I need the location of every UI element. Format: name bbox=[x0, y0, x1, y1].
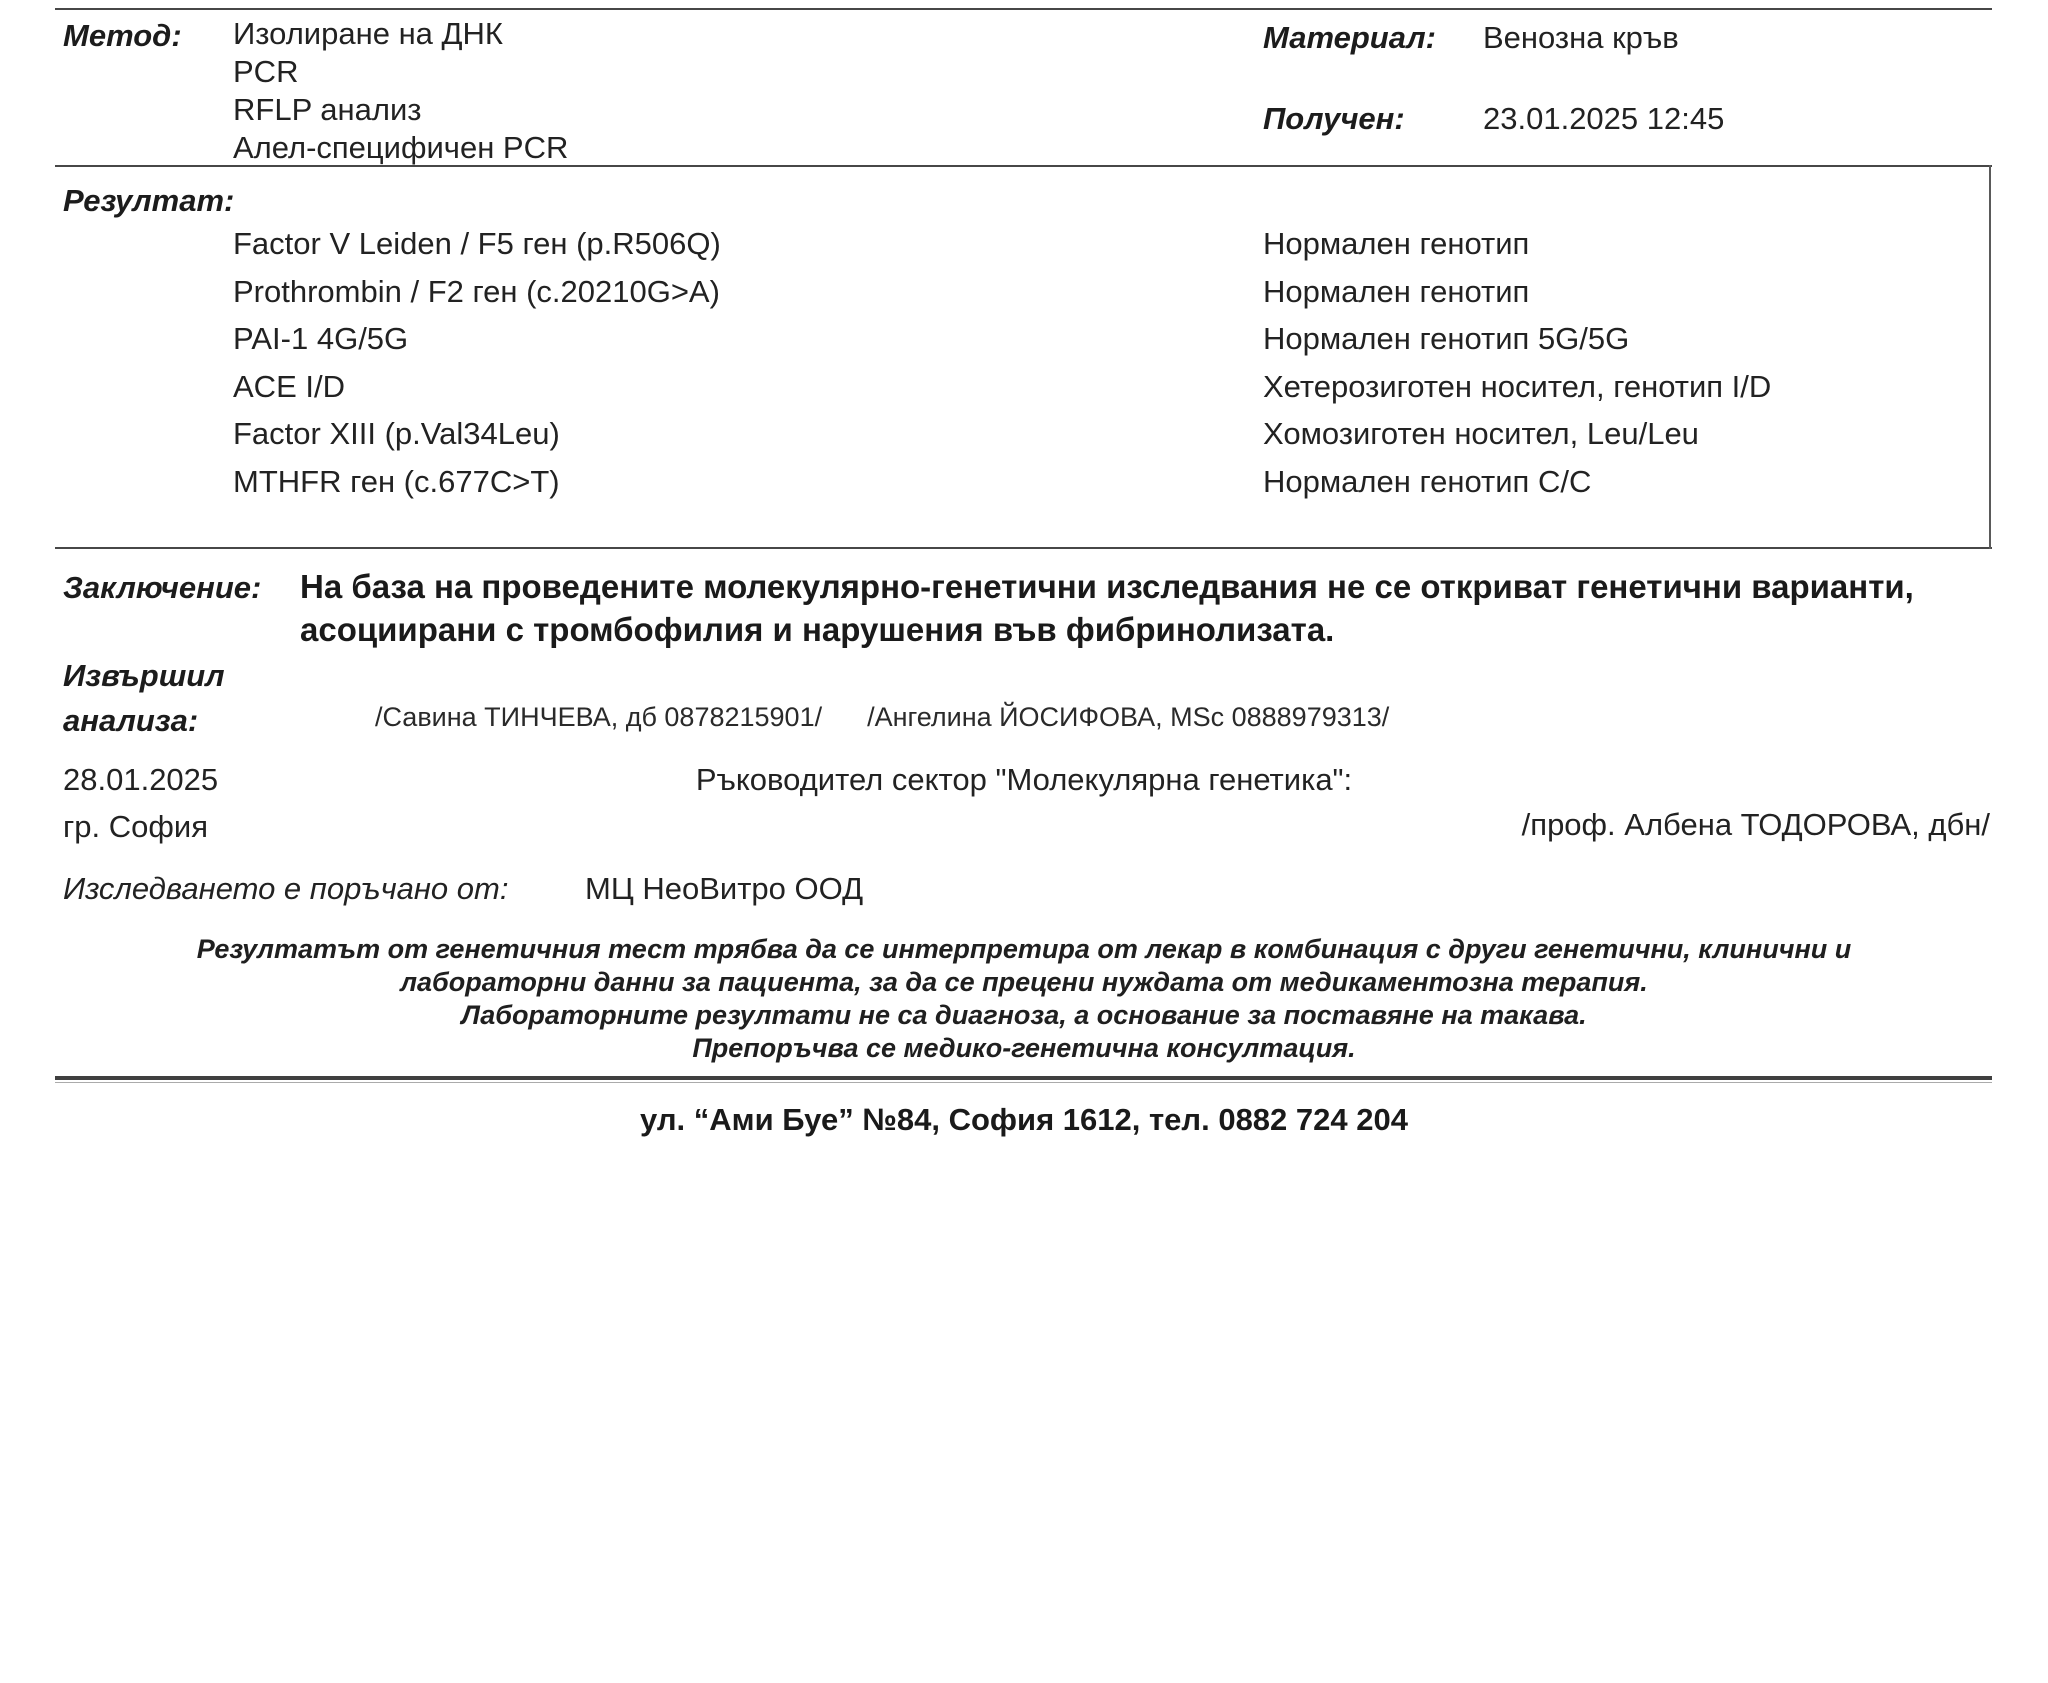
results-label: Резултат: bbox=[63, 183, 235, 218]
result-value-5: Хомозиготен носител, Leu/Leu bbox=[1263, 416, 1699, 451]
results-right-border bbox=[1989, 165, 1991, 549]
footer-separator-light bbox=[55, 1082, 1992, 1083]
analysts-line bbox=[375, 699, 1389, 735]
result-test-1: Factor V Leiden / F5 ген (p.R506Q) bbox=[233, 226, 721, 261]
analyst-2: /Ангелина ЙОСИФОВА, MSc 0888979313/ bbox=[867, 702, 1390, 732]
received-label: Получен: bbox=[1263, 101, 1405, 136]
method-item-4: Алел-специфичен PCR bbox=[233, 130, 569, 165]
result-test-4: ACE I/D bbox=[233, 369, 345, 404]
disclaimer-line-1: Резултатът от генетичния тест трябва да се интерпретира от лекар в комбинация с други генетични, клинични и bbox=[196, 934, 1852, 964]
analyst-1: /Савина ТИНЧЕВА, дб 0878215901/ bbox=[375, 702, 823, 732]
footer-address: ул. “Ами Буе” №84, София 1612, тел. 0882 724 204 bbox=[640, 1102, 1408, 1137]
report-city: гр. София bbox=[63, 809, 209, 844]
top-rule bbox=[55, 8, 1992, 10]
material-label: Материал: bbox=[1263, 20, 1436, 55]
result-value-1: Нормален генотип bbox=[1263, 226, 1530, 261]
received-value: 23.01.2025 12:45 bbox=[1483, 101, 1725, 136]
method-item-3: RFLP анализ bbox=[233, 92, 422, 127]
ordered-by-label: Изследването е поръчано от: bbox=[63, 871, 509, 906]
disclaimer-line-4: Препоръчва се медико-генетична консултация. bbox=[692, 1033, 1356, 1063]
result-value-2: Нормален генотип bbox=[1263, 274, 1530, 309]
disclaimer-line-2: лабораторни данни за пациента, за да се прецени нуждата от медикаментозна терапия. bbox=[400, 967, 1648, 997]
material-value: Венозна кръв bbox=[1483, 20, 1679, 55]
result-test-5: Factor XIII (p.Val34Leu) bbox=[233, 416, 560, 451]
performed-by-label-line2: анализа: bbox=[63, 703, 199, 738]
result-value-4: Хетерозиготен носител, генотип I/D bbox=[1263, 369, 1772, 404]
result-value-6: Нормален генотип C/C bbox=[1263, 464, 1592, 499]
performed-by-label-line1: Извършил bbox=[63, 658, 225, 693]
conclusion-text: На база на проведените молекулярно-генетични изследвания не се откриват генетични варианти, асоциирани с тромбофилия и нарушения във фибринолизата. bbox=[300, 568, 1914, 648]
result-test-3: PAI-1 4G/5G bbox=[233, 321, 409, 356]
method-item-1: Изолиране на ДНК bbox=[233, 16, 503, 51]
result-test-6: MTHFR ген (c.677C>T) bbox=[233, 464, 560, 499]
footer-separator-dark bbox=[55, 1076, 1992, 1080]
head-of-sector-signature: /проф. Албена ТОДОРОВА, дбн/ bbox=[1521, 807, 1990, 842]
method-item-2: PCR bbox=[233, 54, 299, 89]
result-test-2: Prothrombin / F2 ген (c.20210G>A) bbox=[233, 274, 720, 309]
result-value-3: Нормален генотип 5G/5G bbox=[1263, 321, 1630, 356]
conclusion-label: Заключение: bbox=[63, 570, 262, 605]
results-bottom-rule bbox=[55, 547, 1992, 549]
disclaimer-line-3: Лабораторните резултати не са диагноза, а основание за поставяне на такава. bbox=[461, 1000, 1587, 1030]
method-label: Метод: bbox=[63, 18, 182, 53]
disclaimer-block bbox=[0, 933, 2048, 1065]
report-date: 28.01.2025 bbox=[63, 762, 219, 797]
head-of-sector-title: Ръководител сектор "Молекулярна генетика": bbox=[695, 762, 1353, 797]
ordered-by-value: МЦ НеоВитро ООД bbox=[585, 871, 864, 906]
